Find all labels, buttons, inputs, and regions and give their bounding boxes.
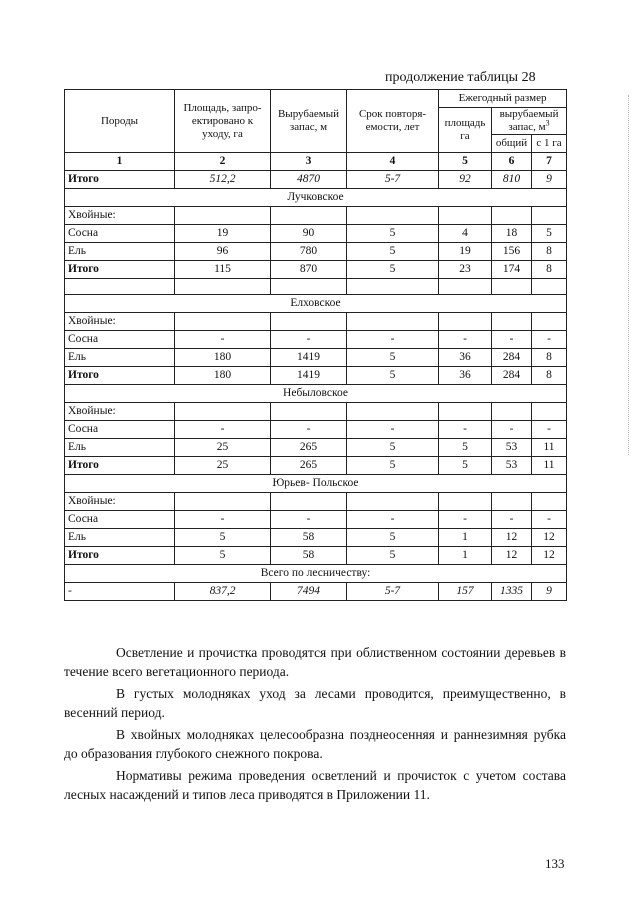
- row-label: Итого: [65, 367, 175, 385]
- cell: 5: [175, 547, 271, 565]
- cell: 5: [532, 225, 567, 243]
- cell: 5-7: [347, 171, 439, 189]
- header-annual-size: Ежегодный размер: [439, 90, 567, 108]
- cell: 4870: [271, 171, 347, 189]
- section-total-row: [65, 261, 567, 279]
- section-title: Юрьев- Польское: [65, 475, 567, 493]
- cell: 5: [439, 457, 492, 475]
- cell: 90: [271, 225, 347, 243]
- cell: [175, 493, 271, 511]
- cell: [492, 313, 532, 331]
- top-total-row: [65, 171, 567, 189]
- cell: -: [532, 511, 567, 529]
- grand-total-title-row: [65, 565, 567, 583]
- row-label: -: [65, 583, 175, 601]
- column-number: 2: [175, 153, 271, 171]
- cell: 19: [175, 225, 271, 243]
- cell: 8: [532, 349, 567, 367]
- group-label-row: [65, 313, 567, 331]
- table-row: [65, 421, 567, 439]
- row-label: Сосна: [65, 511, 175, 529]
- cell: [439, 493, 492, 511]
- column-number: 5: [439, 153, 492, 171]
- cell: [271, 403, 347, 421]
- paragraph: Нормативы режима проведения осветлений и прочисток с учетом состава лесных насаждений и типов леса приводятся в Приложении 11.: [64, 768, 566, 802]
- table-row: [65, 349, 567, 367]
- cell: -: [175, 421, 271, 439]
- cell: [492, 493, 532, 511]
- row-label: Ель: [65, 243, 175, 261]
- cell: -: [439, 421, 492, 439]
- cell: -: [347, 421, 439, 439]
- header-harvest-stock: Вырубаемый запас, м: [271, 90, 347, 153]
- cell: -: [175, 511, 271, 529]
- cell: [492, 279, 532, 295]
- cell: [532, 403, 567, 421]
- header-total-col: общий: [492, 135, 532, 153]
- cell: 4: [439, 225, 492, 243]
- cell: 1419: [271, 367, 347, 385]
- cell: 8: [532, 261, 567, 279]
- cell: -: [439, 331, 492, 349]
- cell: 512,2: [175, 171, 271, 189]
- cell: 5: [347, 529, 439, 547]
- cell: 12: [492, 529, 532, 547]
- cell: 25: [175, 457, 271, 475]
- section-total-row: [65, 457, 567, 475]
- cell: [271, 493, 347, 511]
- cell: 174: [492, 261, 532, 279]
- cell: [492, 403, 532, 421]
- row-label: Ель: [65, 439, 175, 457]
- header-area-planned: Площадь, запро-ектировано к уходу, га: [175, 90, 271, 153]
- paragraph: Осветление и прочистка проводятся при облиственном состоянии деревьев в течение всего вегетационного периода.: [64, 645, 566, 679]
- header-harvested-stock: [492, 108, 567, 135]
- row-label: Хвойные:: [65, 403, 175, 421]
- cell: 12: [532, 529, 567, 547]
- row-label: Сосна: [65, 421, 175, 439]
- section-title: Елховское: [65, 295, 567, 313]
- cell: 265: [271, 439, 347, 457]
- blank-row: [65, 279, 567, 295]
- row-label: Сосна: [65, 225, 175, 243]
- cell: 58: [271, 547, 347, 565]
- row-label: [65, 279, 175, 295]
- cell: 8: [532, 243, 567, 261]
- cell: [175, 207, 271, 225]
- section-title-row: [65, 189, 567, 207]
- cell: 36: [439, 349, 492, 367]
- column-number: 1: [65, 153, 175, 171]
- header-repeat-period: Срок повторя-емости, лет: [347, 90, 439, 153]
- cell: 5-7: [347, 583, 439, 601]
- page-number: 133: [545, 856, 565, 871]
- cell: -: [492, 511, 532, 529]
- section-title-row: [65, 475, 567, 493]
- cell: 11: [532, 439, 567, 457]
- cell: [532, 279, 567, 295]
- cell: -: [492, 331, 532, 349]
- section-title-row: [65, 385, 567, 403]
- table-row: [65, 439, 567, 457]
- group-label-row: [65, 403, 567, 421]
- forestry-table: [64, 89, 567, 601]
- header-area-ha: площадь га: [439, 108, 492, 153]
- row-label: Итого: [65, 261, 175, 279]
- cell: 284: [492, 367, 532, 385]
- cell: 23: [439, 261, 492, 279]
- cell: -: [271, 421, 347, 439]
- cell: 1335: [492, 583, 532, 601]
- cell: 157: [439, 583, 492, 601]
- cell: 5: [347, 349, 439, 367]
- row-label: Хвойные:: [65, 313, 175, 331]
- cell: 870: [271, 261, 347, 279]
- cell: [439, 207, 492, 225]
- cell: [175, 279, 271, 295]
- cell: 5: [347, 225, 439, 243]
- section-total-row: [65, 367, 567, 385]
- section-title: Небыловское: [65, 385, 567, 403]
- cell: 5: [439, 439, 492, 457]
- column-number: 6: [492, 153, 532, 171]
- cell: 96: [175, 243, 271, 261]
- cell: 53: [492, 457, 532, 475]
- column-number: 4: [347, 153, 439, 171]
- cell: [271, 279, 347, 295]
- cell: 25: [175, 439, 271, 457]
- scan-edge-dots: [628, 95, 630, 455]
- cell: 58: [271, 529, 347, 547]
- cell: 837,2: [175, 583, 271, 601]
- cell: 92: [439, 171, 492, 189]
- row-label: Сосна: [65, 331, 175, 349]
- table-row: [65, 511, 567, 529]
- cell: -: [532, 331, 567, 349]
- cell: [347, 493, 439, 511]
- cell: 284: [492, 349, 532, 367]
- cell: 5: [347, 457, 439, 475]
- column-number-row: [65, 153, 567, 171]
- cell: 9: [532, 583, 567, 601]
- cell: 1: [439, 529, 492, 547]
- column-number: 3: [271, 153, 347, 171]
- row-label: Хвойные:: [65, 207, 175, 225]
- cell: [175, 313, 271, 331]
- body-text: [64, 644, 566, 808]
- grand-total-row: [65, 583, 567, 601]
- cell: [347, 403, 439, 421]
- cell: 53: [492, 439, 532, 457]
- cell: [175, 403, 271, 421]
- row-label: Итого: [65, 547, 175, 565]
- row-label: Ель: [65, 349, 175, 367]
- header-per-ha: с 1 га: [532, 135, 567, 153]
- header-species: Породы: [65, 90, 175, 153]
- cell: 1: [439, 547, 492, 565]
- cell: 115: [175, 261, 271, 279]
- table-row: [65, 225, 567, 243]
- table-row: [65, 243, 567, 261]
- cell: [532, 493, 567, 511]
- cell: -: [271, 331, 347, 349]
- cell: [347, 279, 439, 295]
- cell: 19: [439, 243, 492, 261]
- grand-total-title: Всего по лесничеству:: [65, 565, 567, 583]
- row-label: Итого: [65, 171, 175, 189]
- cell: 180: [175, 349, 271, 367]
- cell: 5: [175, 529, 271, 547]
- header-harvested-stock-sup: 3: [545, 118, 550, 128]
- cell: [271, 313, 347, 331]
- section-title-row: [65, 295, 567, 313]
- cell: 156: [492, 243, 532, 261]
- cell: 12: [532, 547, 567, 565]
- table-row: [65, 529, 567, 547]
- cell: 9: [532, 171, 567, 189]
- row-label: Ель: [65, 529, 175, 547]
- cell: 8: [532, 367, 567, 385]
- cell: 5: [347, 439, 439, 457]
- section-title: Лучковское: [65, 189, 567, 207]
- cell: -: [492, 421, 532, 439]
- table-caption: продолжение таблицы 28: [385, 70, 536, 85]
- cell: -: [175, 331, 271, 349]
- cell: [439, 279, 492, 295]
- paragraph: В хвойных молодняках целесообразна позднеосенняя и раннезимняя рубка до образования глубокого снежного покрова.: [64, 727, 566, 761]
- cell: [347, 313, 439, 331]
- cell: 265: [271, 457, 347, 475]
- cell: -: [532, 421, 567, 439]
- cell: 1419: [271, 349, 347, 367]
- cell: 5: [347, 547, 439, 565]
- table-row: [65, 331, 567, 349]
- group-label-row: [65, 207, 567, 225]
- cell: -: [347, 511, 439, 529]
- cell: -: [439, 511, 492, 529]
- cell: -: [271, 511, 347, 529]
- cell: 180: [175, 367, 271, 385]
- section-total-row: [65, 547, 567, 565]
- cell: 12: [492, 547, 532, 565]
- header-row: [65, 90, 567, 108]
- cell: 18: [492, 225, 532, 243]
- cell: [439, 403, 492, 421]
- cell: [271, 207, 347, 225]
- header-harvested-stock-text: вырубаемый запас, м: [499, 108, 559, 133]
- cell: [492, 207, 532, 225]
- cell: 7494: [271, 583, 347, 601]
- row-label: Итого: [65, 457, 175, 475]
- cell: [532, 207, 567, 225]
- cell: [532, 313, 567, 331]
- cell: 5: [347, 367, 439, 385]
- cell: 11: [532, 457, 567, 475]
- column-number: 7: [532, 153, 567, 171]
- cell: [347, 207, 439, 225]
- cell: 5: [347, 261, 439, 279]
- cell: 810: [492, 171, 532, 189]
- cell: 36: [439, 367, 492, 385]
- paragraph: В густых молодняках уход за лесами проводится, преимущественно, в весенний период.: [64, 686, 566, 720]
- group-label-row: [65, 493, 567, 511]
- cell: -: [347, 331, 439, 349]
- cell: 780: [271, 243, 347, 261]
- cell: 5: [347, 243, 439, 261]
- cell: [439, 313, 492, 331]
- row-label: Хвойные:: [65, 493, 175, 511]
